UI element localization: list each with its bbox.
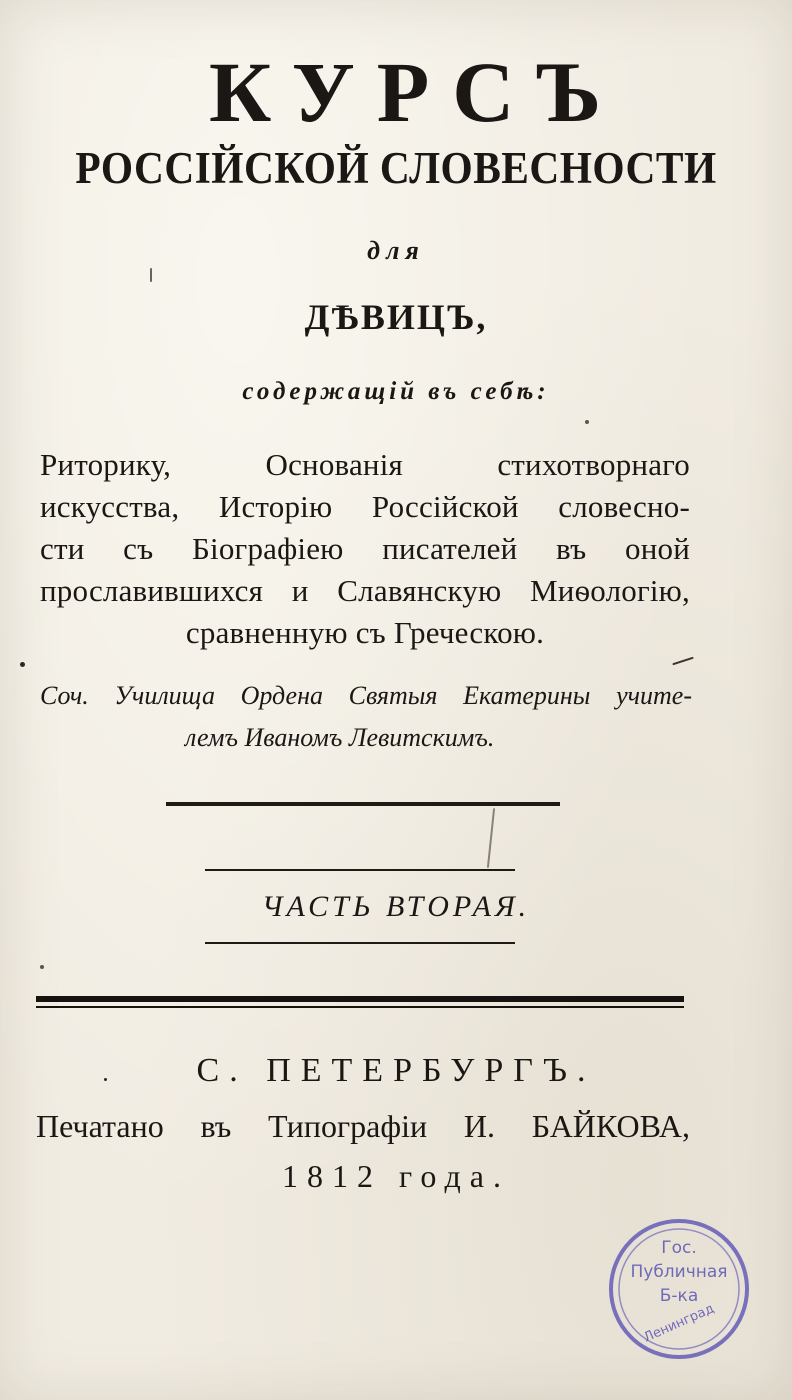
paper-scratch [487, 808, 495, 868]
contents-line: прославившихся и Славянскую Миѳологію, [40, 573, 690, 608]
contents-line: искусства, Исторію Россійской словесно- [40, 489, 690, 524]
contents-line: сти съ Біографіею писателей въ оной [40, 531, 690, 566]
author-line: лемъ Иваномъ Левитскимъ. [185, 723, 495, 752]
ink-speck [104, 1078, 107, 1081]
library-stamp [606, 1216, 752, 1362]
stamp-line: Ленинград [641, 1301, 717, 1346]
ink-speck [672, 657, 694, 666]
author-line: Соч. Училища Ордена Святыя Екатерины учите- [40, 681, 692, 710]
book-title: КУРСЪ [208, 44, 624, 140]
part-heading: ЧАСТЬ ВТОРАЯ. [261, 890, 531, 923]
ink-speck [20, 662, 25, 667]
contents-line: Риторику, Основанія стихотворнаго [40, 447, 690, 482]
for-word: для [367, 236, 425, 265]
contents-intro: содержащій въ себѣ: [242, 378, 550, 405]
contents-line: сравненную съ Греческою. [185, 615, 545, 650]
divider-rule [205, 942, 515, 944]
ink-speck [585, 420, 589, 424]
stamp-line: Б-ка [659, 1286, 699, 1306]
thick-divider-rule [36, 996, 684, 1008]
book-subtitle: РОССІЙСКОЙ СЛОВЕСНОСТИ [75, 143, 717, 193]
ink-speck [40, 965, 44, 969]
recipients: ДѢВИЦЪ, [304, 297, 488, 337]
ink-speck [150, 268, 152, 282]
divider-rule [205, 869, 515, 871]
printer-line: Печатано въ Типографіи И. БАЙКОВА, [36, 1108, 690, 1144]
stamp-line: Публичная [630, 1262, 728, 1282]
publication-city: С. ПЕТЕРБУРГЪ. [196, 1052, 596, 1089]
stamp-line: Гос. [661, 1238, 697, 1258]
divider-rule [166, 802, 560, 806]
publication-year: 1812 года. [282, 1158, 510, 1194]
